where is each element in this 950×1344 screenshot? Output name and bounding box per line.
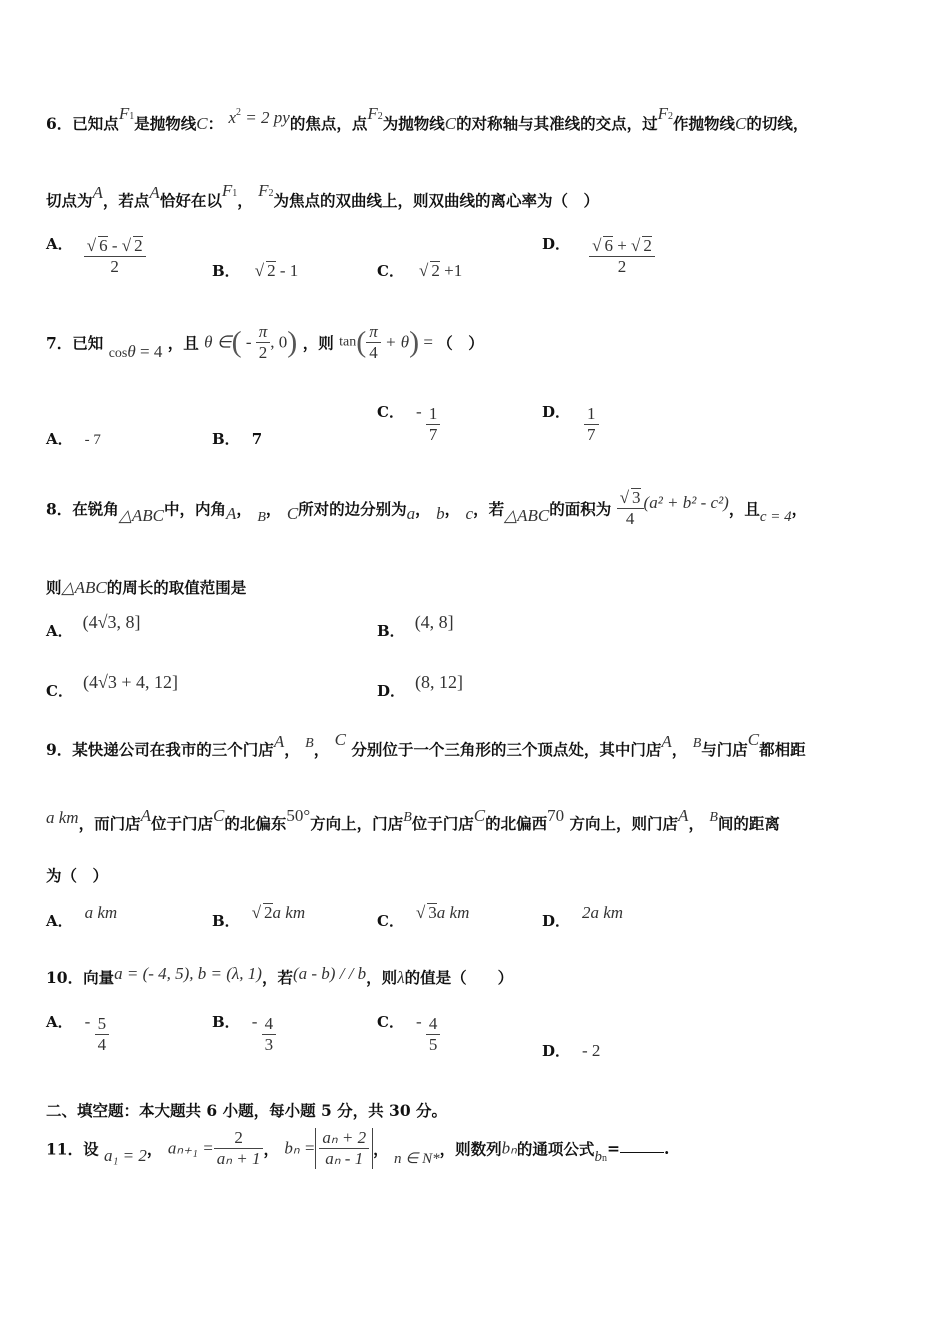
- q8-line2: 则△ABC的周长的取值范围是: [46, 578, 247, 597]
- q9-line1: 9．某快递公司在我市的三个门店A， B， C 分别位于一个三角形的三个顶点处，其中门店A， B与门店C都相距: [46, 730, 806, 759]
- q7-option-a[interactable]: A． - 7: [46, 430, 101, 448]
- q6-option-d[interactable]: D． $\frac{√ 6 + √ 2}{2}$: [542, 236, 655, 277]
- answer-blank[interactable]: [620, 1152, 664, 1153]
- q9-option-c[interactable]: C． √ 3a km: [377, 903, 470, 930]
- q9-line2: a km，而门店A位于门店C的北偏东50°方向上，门店B位于门店C的北偏西70 方向上，则门店A， B间的距离: [46, 806, 780, 833]
- q9-line3: 为（ ）: [46, 866, 109, 885]
- q7-option-d[interactable]: D． $\frac{1}{7}$: [542, 404, 599, 445]
- q10-option-b[interactable]: B． - $\frac{4}{3}$: [212, 1014, 276, 1055]
- q9-option-d[interactable]: D． 2a km: [542, 903, 624, 930]
- q6-option-a[interactable]: A． $\frac{√ 6 - √ 2}{2}$: [46, 236, 146, 277]
- q8-line1: 8．在锐角△ABC中，内角A， B， C所对的边分别为a， b， c，若△ABC的面积为 $\frac{√ 3}{4}$ (a² + b² - c²)，且c = 4，: [46, 488, 808, 528]
- q6-option-c[interactable]: C． √ 2 +1: [377, 261, 463, 280]
- q10-line: 10．向量a = (- 4, 5), b = (λ, 1)，若(a - b) / / b，则λ的值是（ ）: [46, 964, 514, 987]
- q7-option-b[interactable]: B． 7: [212, 430, 263, 448]
- q8-option-c[interactable]: C． (4√3 + 4, 12]: [46, 672, 178, 700]
- q7-option-c[interactable]: C． - $\frac{1}{7}$: [377, 404, 440, 445]
- q9-option-a[interactable]: A． a km: [46, 903, 118, 930]
- q9-option-b[interactable]: B． √ 2a km: [212, 903, 306, 930]
- q6-line2: 切点为A，若点A恰好在以F1， F2为焦点的双曲线上，则双曲线的离心率为（ ）: [46, 181, 600, 210]
- q6-option-b[interactable]: B． √ 2 - 1: [212, 261, 299, 280]
- q10-option-a[interactable]: A． - $\frac{5}{4}$: [46, 1014, 109, 1055]
- q11-line: 11．设 a₁ = 2， aₙ₊₁ = $\frac{2}{\text{aₙ + 1}}$ ， bₙ = $\frac{\text{aₙ + 2}}{\text{aₙ - 1}}$ ， n ∈ N*，则数列bₙ的通项公式bn= .: [46, 1128, 670, 1168]
- q8-option-a[interactable]: A． (4√3, 8]: [46, 612, 141, 640]
- q10-option-c[interactable]: C． - $\frac{4}{5}$: [377, 1014, 440, 1055]
- q8-option-d[interactable]: D． (8, 12]: [377, 672, 464, 700]
- q8-option-b[interactable]: B． (4, 8]: [377, 612, 454, 640]
- q7-line: 7．已知 cosθ = 4 ，且 θ ∈( - $\frac{\pi}{2}$ , 0) ，则 tan( $\frac{\pi}{4}$ + θ) = （ ）: [46, 322, 484, 362]
- section-heading: 二、填空题：本大题共 6 小题，每小题 5 分，共 30 分。: [46, 1101, 448, 1120]
- q6-line1: 6．已知点F1是抛物线C： $x^2 = 2$ py的焦点，点F2为抛物线C的对称轴与其准线的交点，过F2作抛物线C的切线，: [46, 104, 809, 133]
- q10-option-d[interactable]: D． - 2: [542, 1041, 601, 1060]
